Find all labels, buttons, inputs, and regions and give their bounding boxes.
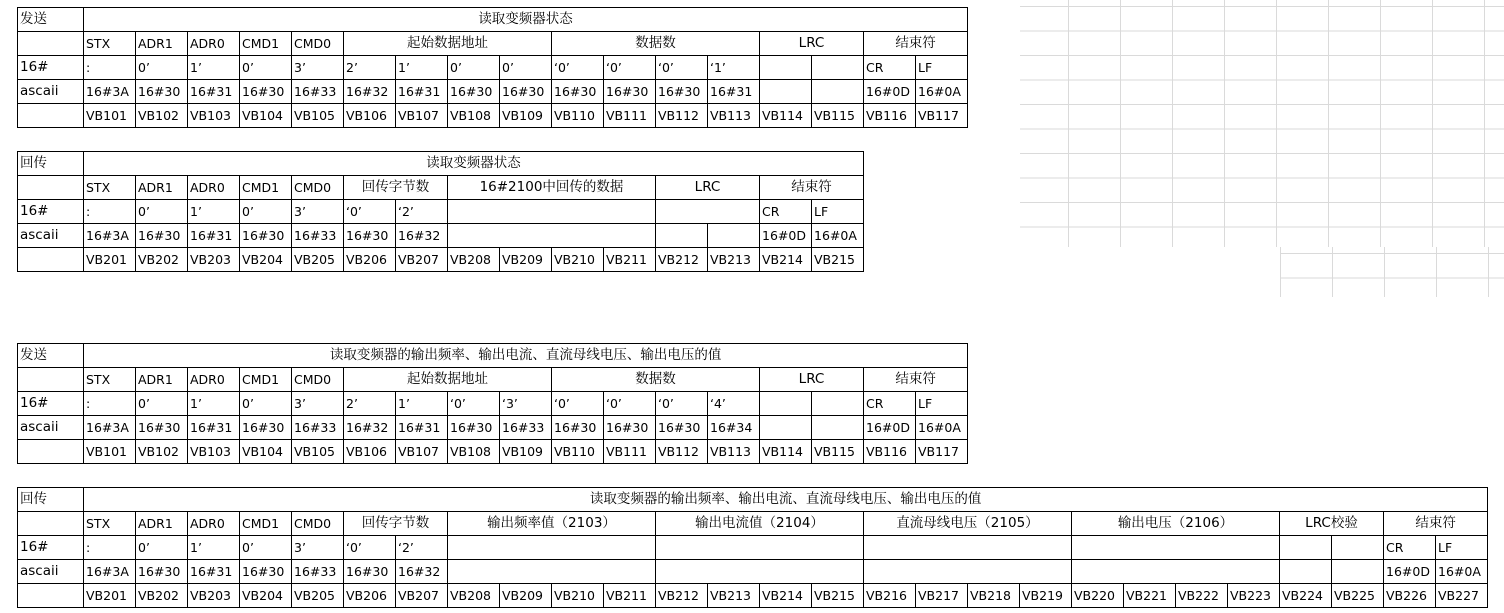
vb-address-cell: VB110 <box>552 104 604 128</box>
column-header: LRC校验 <box>1280 512 1384 536</box>
ascii-cell <box>448 560 656 584</box>
vb-address-cell: VB114 <box>760 104 812 128</box>
column-header: CMD1 <box>240 368 292 392</box>
title-row <box>18 8 968 32</box>
ascii-cell: 16#31 <box>708 80 760 104</box>
hex-cell: 0’ <box>240 56 292 80</box>
column-header: CMD1 <box>240 512 292 536</box>
column-header: 结束符 <box>864 32 968 56</box>
vb-row <box>18 104 968 128</box>
vb-address-cell: VB213 <box>708 584 760 608</box>
column-header: CMD0 <box>292 368 344 392</box>
column-header: CMD0 <box>292 176 344 200</box>
hex-cell: 0’ <box>136 200 188 224</box>
vb-address-cell: VB112 <box>656 104 708 128</box>
hex-cell: LF <box>812 200 864 224</box>
vb-address-cell: VB212 <box>656 248 708 272</box>
column-header: 结束符 <box>760 176 864 200</box>
title-row <box>18 152 864 176</box>
ascii-cell: 16#31 <box>188 416 240 440</box>
vb-address-cell: VB108 <box>448 440 500 464</box>
row-label: ascaii <box>18 80 84 104</box>
ascii-cell: 16#30 <box>552 416 604 440</box>
ascii-cell: 16#30 <box>240 80 292 104</box>
ascii-cell: 16#30 <box>604 416 656 440</box>
vb-address-cell: VB111 <box>604 104 656 128</box>
ascii-cell: 16#30 <box>240 416 292 440</box>
ascii-cell: 16#34 <box>708 416 760 440</box>
vb-address-cell: VB115 <box>812 440 864 464</box>
vb-address-cell: VB116 <box>864 440 916 464</box>
empty-cell <box>18 104 84 128</box>
column-header: 输出频率值（2103） <box>448 512 656 536</box>
t1-table <box>17 7 968 128</box>
hex-row <box>18 392 968 416</box>
hex-cell: 0’ <box>500 56 552 80</box>
spreadsheet-gridlines-lower <box>1280 247 1504 297</box>
column-header: ADR0 <box>188 32 240 56</box>
hex-cell <box>656 200 760 224</box>
empty-cell <box>18 368 84 392</box>
ascii-cell: 16#31 <box>188 80 240 104</box>
row-label: ascaii <box>18 560 84 584</box>
ascii-cell: 16#32 <box>396 224 448 248</box>
hex-cell: ‘0’ <box>604 56 656 80</box>
vb-address-cell: VB210 <box>552 584 604 608</box>
column-header: LRC <box>656 176 760 200</box>
hex-cell <box>656 536 864 560</box>
ascii-cell <box>812 80 864 104</box>
title-row <box>18 344 968 368</box>
ascii-cell: 16#32 <box>396 560 448 584</box>
hex-cell: CR <box>1384 536 1436 560</box>
hex-cell: ‘0’ <box>552 56 604 80</box>
vb-address-cell: VB209 <box>500 584 552 608</box>
hex-cell <box>812 392 864 416</box>
ascii-cell: 16#30 <box>448 416 500 440</box>
hex-cell: ‘3’ <box>500 392 552 416</box>
vb-address-cell: VB116 <box>864 104 916 128</box>
ascii-cell: 16#30 <box>136 80 188 104</box>
ascii-cell: 16#30 <box>240 224 292 248</box>
hex-cell: ‘0’ <box>344 536 396 560</box>
column-header: CMD1 <box>240 32 292 56</box>
vb-address-cell: VB106 <box>344 104 396 128</box>
direction-label: 发送 <box>18 8 84 32</box>
vb-address-cell: VB201 <box>84 584 136 608</box>
hex-cell: ‘2’ <box>396 536 448 560</box>
hex-cell: ‘0’ <box>344 200 396 224</box>
column-header: CMD1 <box>240 176 292 200</box>
hex-cell <box>812 56 864 80</box>
direction-label: 回传 <box>18 152 84 176</box>
table-title: 读取变频器的输出频率、输出电流、直流母线电压、输出电压的值 <box>84 344 968 368</box>
vb-address-cell: VB222 <box>1176 584 1228 608</box>
vb-address-cell: VB113 <box>708 104 760 128</box>
hex-cell <box>760 56 812 80</box>
column-header: ADR1 <box>136 512 188 536</box>
header-row <box>18 512 1488 536</box>
hex-cell: ‘0’ <box>604 392 656 416</box>
vb-address-cell: VB214 <box>760 584 812 608</box>
hex-cell: CR <box>864 56 916 80</box>
row-label: 16# <box>18 392 84 416</box>
vb-address-cell: VB206 <box>344 584 396 608</box>
ascii-cell: 16#33 <box>292 416 344 440</box>
column-header: CMD0 <box>292 512 344 536</box>
empty-cell <box>18 512 84 536</box>
hex-cell: ‘4’ <box>708 392 760 416</box>
vb-address-cell: VB117 <box>916 104 968 128</box>
ascii-cell: 16#32 <box>344 416 396 440</box>
column-header: ADR1 <box>136 176 188 200</box>
vb-address-cell: VB211 <box>604 248 656 272</box>
table-title: 读取变频器状态 <box>84 8 968 32</box>
column-header: 数据数 <box>552 32 760 56</box>
vb-address-cell: VB109 <box>500 440 552 464</box>
row-label: ascaii <box>18 416 84 440</box>
hex-cell: 0’ <box>136 536 188 560</box>
hex-cell: 3’ <box>292 536 344 560</box>
vb-address-cell: VB105 <box>292 440 344 464</box>
ascii-cell: 16#30 <box>344 560 396 584</box>
ascii-cell: 16#30 <box>448 80 500 104</box>
vb-address-cell: VB226 <box>1384 584 1436 608</box>
hex-cell: 0’ <box>240 200 292 224</box>
ascii-cell: 16#30 <box>136 224 188 248</box>
hex-cell: : <box>84 56 136 80</box>
vb-row <box>18 248 864 272</box>
ascii-cell: 16#33 <box>500 416 552 440</box>
column-header: 输出电流值（2104） <box>656 512 864 536</box>
column-header: LRC <box>760 368 864 392</box>
ascii-cell: 16#0A <box>812 224 864 248</box>
vb-address-cell: VB114 <box>760 440 812 464</box>
hex-cell: 0’ <box>136 56 188 80</box>
hex-cell: LF <box>916 392 968 416</box>
ascii-cell <box>760 416 812 440</box>
vb-address-cell: VB113 <box>708 440 760 464</box>
table-title: 读取变频器的输出频率、输出电流、直流母线电压、输出电压的值 <box>84 488 1488 512</box>
hex-cell: ‘0’ <box>656 392 708 416</box>
header-row <box>18 176 864 200</box>
vb-address-cell: VB214 <box>760 248 812 272</box>
hex-cell: 1’ <box>396 392 448 416</box>
ascii-cell: 16#31 <box>396 416 448 440</box>
vb-address-cell: VB103 <box>188 440 240 464</box>
vb-address-cell: VB202 <box>136 584 188 608</box>
hex-row <box>18 536 1488 560</box>
vb-address-cell: VB216 <box>864 584 916 608</box>
column-header: ADR0 <box>188 176 240 200</box>
vb-address-cell: VB209 <box>500 248 552 272</box>
column-header: ADR0 <box>188 368 240 392</box>
table-title: 读取变频器状态 <box>84 152 864 176</box>
ascii-cell: 16#33 <box>292 80 344 104</box>
ascii-cell: 16#0A <box>916 416 968 440</box>
ascii-cell: 16#0D <box>760 224 812 248</box>
hex-cell: LF <box>916 56 968 80</box>
vb-row <box>18 440 968 464</box>
vb-address-cell: VB223 <box>1228 584 1280 608</box>
header-row <box>18 368 968 392</box>
spreadsheet-gridlines <box>1020 0 1504 247</box>
empty-cell <box>18 248 84 272</box>
ascii-cell: 16#32 <box>344 80 396 104</box>
column-header: 起始数据地址 <box>344 32 552 56</box>
hex-cell: 3’ <box>292 56 344 80</box>
vb-address-cell: VB217 <box>916 584 968 608</box>
ascii-cell: 16#30 <box>656 80 708 104</box>
ascii-cell: 16#31 <box>188 560 240 584</box>
ascii-cell: 16#30 <box>240 560 292 584</box>
ascii-cell: 16#31 <box>396 80 448 104</box>
ascii-cell: 16#30 <box>136 560 188 584</box>
vb-address-cell: VB203 <box>188 248 240 272</box>
hex-cell: ‘0’ <box>656 56 708 80</box>
ascii-cell <box>708 224 760 248</box>
row-label: 16# <box>18 536 84 560</box>
column-header: 结束符 <box>864 368 968 392</box>
vb-address-cell: VB208 <box>448 584 500 608</box>
ascii-cell: 16#33 <box>292 224 344 248</box>
hex-cell: : <box>84 392 136 416</box>
ascii-cell <box>656 224 708 248</box>
ascii-cell: 16#3A <box>84 80 136 104</box>
vb-address-cell: VB117 <box>916 440 968 464</box>
vb-address-cell: VB208 <box>448 248 500 272</box>
title-row <box>18 488 1488 512</box>
hex-cell: 1’ <box>188 56 240 80</box>
vb-address-cell: VB219 <box>1020 584 1072 608</box>
vb-address-cell: VB115 <box>812 104 864 128</box>
vb-address-cell: VB212 <box>656 584 708 608</box>
ascii-cell <box>812 416 864 440</box>
hex-cell: CR <box>864 392 916 416</box>
vb-address-cell: VB211 <box>604 584 656 608</box>
hex-cell <box>864 536 1072 560</box>
vb-address-cell: VB101 <box>84 440 136 464</box>
column-header: 回传字节数 <box>344 176 448 200</box>
t3-table <box>17 343 968 464</box>
column-header: STX <box>84 176 136 200</box>
vb-address-cell: VB221 <box>1124 584 1176 608</box>
ascii-cell: 16#3A <box>84 416 136 440</box>
hex-cell: 0’ <box>448 56 500 80</box>
vb-address-cell: VB107 <box>396 440 448 464</box>
vb-row <box>18 584 1488 608</box>
vb-address-cell: VB104 <box>240 104 292 128</box>
column-header: 起始数据地址 <box>344 368 552 392</box>
vb-address-cell: VB215 <box>812 248 864 272</box>
hex-cell <box>1280 536 1332 560</box>
hex-row <box>18 56 968 80</box>
hex-cell <box>1332 536 1384 560</box>
ascii-cell <box>448 224 656 248</box>
hex-cell: ‘0’ <box>448 392 500 416</box>
ascii-cell: 16#33 <box>292 560 344 584</box>
hex-cell: 1’ <box>188 536 240 560</box>
vb-address-cell: VB227 <box>1436 584 1488 608</box>
hex-cell: LF <box>1436 536 1488 560</box>
hex-cell: 1’ <box>188 392 240 416</box>
hex-cell: 0’ <box>136 392 188 416</box>
hex-cell: 0’ <box>240 536 292 560</box>
empty-cell <box>18 584 84 608</box>
ascii-cell: 16#3A <box>84 224 136 248</box>
vb-address-cell: VB202 <box>136 248 188 272</box>
vb-address-cell: VB224 <box>1280 584 1332 608</box>
ascii-cell: 16#31 <box>188 224 240 248</box>
ascii-cell <box>1280 560 1332 584</box>
vb-address-cell: VB109 <box>500 104 552 128</box>
ascii-cell <box>1332 560 1384 584</box>
vb-address-cell: VB110 <box>552 440 604 464</box>
ascii-cell: 16#0A <box>916 80 968 104</box>
ascii-cell: 16#0D <box>1384 560 1436 584</box>
empty-cell <box>18 32 84 56</box>
hex-cell <box>448 536 656 560</box>
ascii-cell: 16#0D <box>864 416 916 440</box>
hex-cell <box>760 392 812 416</box>
vb-address-cell: VB103 <box>188 104 240 128</box>
vb-address-cell: VB102 <box>136 440 188 464</box>
column-header: CMD0 <box>292 32 344 56</box>
column-header: ADR0 <box>188 512 240 536</box>
hex-cell <box>1072 536 1280 560</box>
vb-address-cell: VB207 <box>396 584 448 608</box>
header-row <box>18 32 968 56</box>
column-header: STX <box>84 512 136 536</box>
direction-label: 回传 <box>18 488 84 512</box>
vb-address-cell: VB107 <box>396 104 448 128</box>
vb-address-cell: VB112 <box>656 440 708 464</box>
ascii-cell: 16#30 <box>500 80 552 104</box>
hex-row <box>18 200 864 224</box>
hex-cell: ‘1’ <box>708 56 760 80</box>
ascii-cell: 16#30 <box>656 416 708 440</box>
column-header: ADR1 <box>136 368 188 392</box>
ascii-cell: 16#30 <box>136 416 188 440</box>
hex-cell <box>448 200 656 224</box>
column-header: LRC <box>760 32 864 56</box>
ascii-cell: 16#3A <box>84 560 136 584</box>
vb-address-cell: VB205 <box>292 584 344 608</box>
ascii-cell <box>656 560 864 584</box>
ascii-cell: 16#0A <box>1436 560 1488 584</box>
ascii-row <box>18 416 968 440</box>
direction-label: 发送 <box>18 344 84 368</box>
row-label: 16# <box>18 200 84 224</box>
hex-cell: : <box>84 200 136 224</box>
hex-cell: ‘0’ <box>552 392 604 416</box>
ascii-row <box>18 224 864 248</box>
vb-address-cell: VB201 <box>84 248 136 272</box>
vb-address-cell: VB106 <box>344 440 396 464</box>
vb-address-cell: VB218 <box>968 584 1020 608</box>
vb-address-cell: VB225 <box>1332 584 1384 608</box>
ascii-cell <box>760 80 812 104</box>
ascii-cell <box>1072 560 1280 584</box>
hex-cell: CR <box>760 200 812 224</box>
hex-cell: 3’ <box>292 200 344 224</box>
vb-address-cell: VB203 <box>188 584 240 608</box>
hex-cell: 3’ <box>292 392 344 416</box>
vb-address-cell: VB215 <box>812 584 864 608</box>
vb-address-cell: VB213 <box>708 248 760 272</box>
empty-cell <box>18 440 84 464</box>
vb-address-cell: VB204 <box>240 584 292 608</box>
column-header: 16#2100中回传的数据 <box>448 176 656 200</box>
ascii-cell: 16#30 <box>604 80 656 104</box>
ascii-cell: 16#0D <box>864 80 916 104</box>
empty-cell <box>18 176 84 200</box>
vb-address-cell: VB207 <box>396 248 448 272</box>
vb-address-cell: VB206 <box>344 248 396 272</box>
vb-address-cell: VB205 <box>292 248 344 272</box>
hex-cell: 2’ <box>344 56 396 80</box>
hex-cell: 2’ <box>344 392 396 416</box>
column-header: 数据数 <box>552 368 760 392</box>
hex-cell: 0’ <box>240 392 292 416</box>
column-header: 输出电压（2106） <box>1072 512 1280 536</box>
vb-address-cell: VB204 <box>240 248 292 272</box>
ascii-cell <box>864 560 1072 584</box>
column-header: 结束符 <box>1384 512 1488 536</box>
vb-address-cell: VB105 <box>292 104 344 128</box>
vb-address-cell: VB220 <box>1072 584 1124 608</box>
vb-address-cell: VB101 <box>84 104 136 128</box>
ascii-cell: 16#30 <box>344 224 396 248</box>
vb-address-cell: VB102 <box>136 104 188 128</box>
hex-cell: 1’ <box>396 56 448 80</box>
column-header: ADR1 <box>136 32 188 56</box>
row-label: 16# <box>18 56 84 80</box>
t2-table <box>17 151 864 272</box>
hex-cell: 1’ <box>188 200 240 224</box>
ascii-row <box>18 80 968 104</box>
vb-address-cell: VB111 <box>604 440 656 464</box>
column-header: STX <box>84 32 136 56</box>
t4-table <box>17 487 1488 608</box>
column-header: 直流母线电压（2105） <box>864 512 1072 536</box>
hex-cell: ‘2’ <box>396 200 448 224</box>
vb-address-cell: VB108 <box>448 104 500 128</box>
ascii-row <box>18 560 1488 584</box>
vb-address-cell: VB104 <box>240 440 292 464</box>
ascii-cell: 16#30 <box>552 80 604 104</box>
vb-address-cell: VB210 <box>552 248 604 272</box>
row-label: ascaii <box>18 224 84 248</box>
column-header: 回传字节数 <box>344 512 448 536</box>
hex-cell: : <box>84 536 136 560</box>
column-header: STX <box>84 368 136 392</box>
